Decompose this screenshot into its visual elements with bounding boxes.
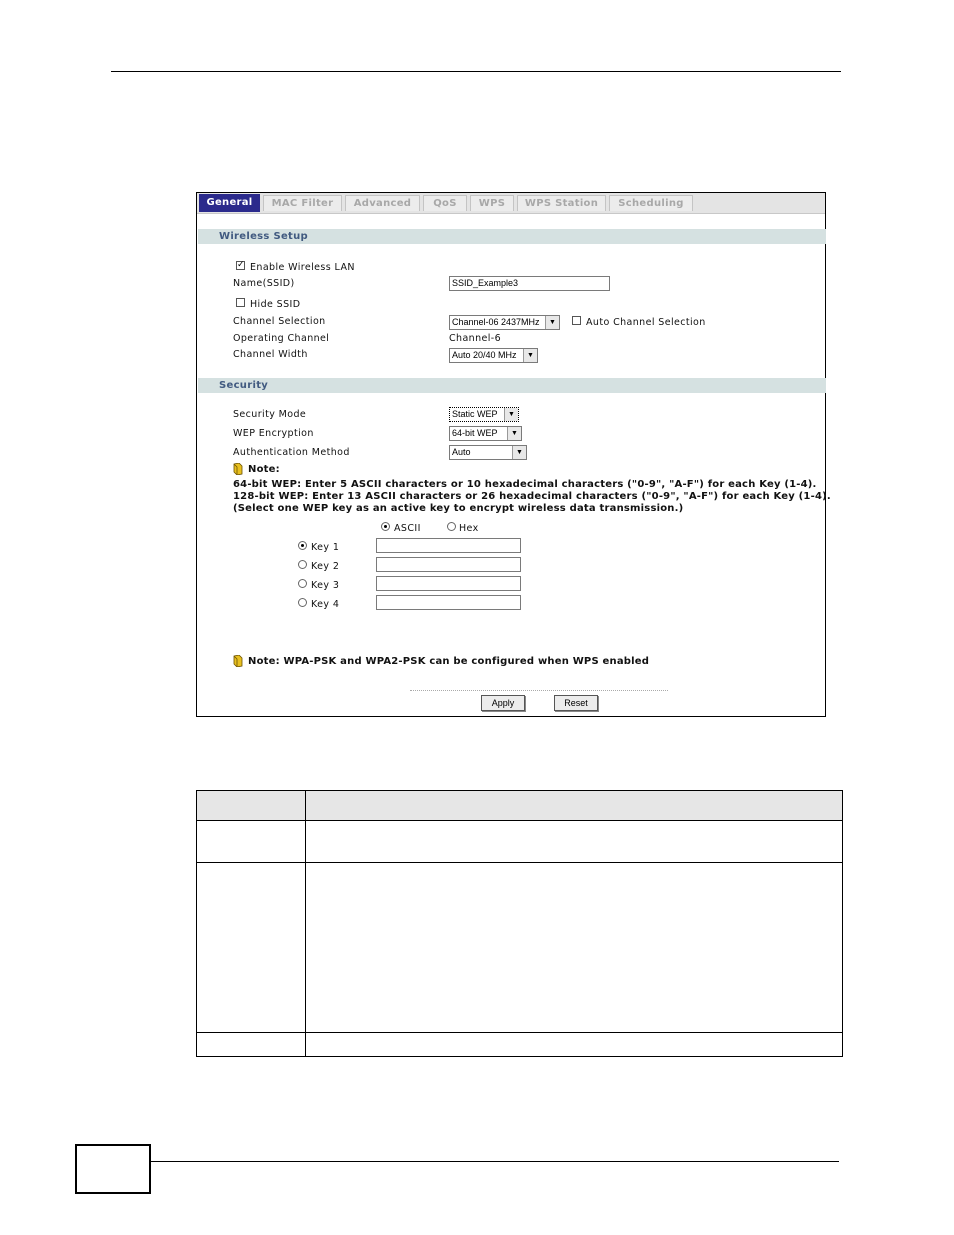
- tab-mac-filter[interactable]: MAC Filter: [263, 195, 342, 211]
- key-2-label: Key 2: [311, 561, 340, 572]
- operating-channel-label: Operating Channel: [233, 333, 330, 344]
- table-row: [305, 1032, 843, 1057]
- security-mode-dropdown[interactable]: [449, 407, 519, 422]
- note-icon: [233, 655, 243, 667]
- ascii-radio[interactable]: [381, 522, 390, 531]
- wep-encryption-dropdown[interactable]: [449, 426, 522, 441]
- key-3-radio[interactable]: [298, 579, 307, 588]
- tab-general[interactable]: General: [199, 194, 260, 212]
- table-row: [196, 1032, 306, 1057]
- chevron-down-icon: ▼: [545, 316, 559, 329]
- apply-button[interactable]: Apply: [481, 695, 525, 711]
- enable-wireless-checkbox[interactable]: ✓: [237, 260, 245, 270]
- note-icon: [233, 463, 243, 475]
- table-header-description: [305, 790, 843, 821]
- hide-ssid-checkbox[interactable]: [236, 298, 245, 307]
- auto-channel-checkbox[interactable]: [572, 316, 581, 325]
- tab-scheduling[interactable]: Scheduling: [609, 195, 693, 211]
- table-header-label: [196, 790, 306, 821]
- wep-encryption-value: 64-bit WEP: [452, 428, 498, 438]
- operating-channel-value: Channel-6: [449, 333, 502, 344]
- button-divider: [410, 690, 668, 691]
- channel-selection-dropdown[interactable]: [449, 315, 560, 330]
- key-3-label: Key 3: [311, 580, 340, 591]
- note-label: Note:: [248, 464, 280, 475]
- tab-qos[interactable]: QoS: [423, 195, 467, 211]
- security-mode-value: Static WEP: [452, 409, 498, 419]
- key-1-input[interactable]: [376, 538, 521, 553]
- enable-wireless-label: Enable Wireless LAN: [250, 262, 355, 273]
- key-4-label: Key 4: [311, 599, 340, 610]
- note-line-2: 128-bit WEP: Enter 13 ASCII characters or 26 hexadecimal characters ("0-9", "A-F") for each Key (1-4).: [233, 491, 831, 502]
- tab-advanced[interactable]: Advanced: [345, 195, 420, 211]
- header-rule: [111, 71, 841, 72]
- key-1-radio[interactable]: [298, 541, 307, 550]
- chevron-down-icon: ▼: [504, 408, 518, 421]
- channel-width-label: Channel Width: [233, 349, 308, 360]
- channel-selection-value: Channel-06 2437MHz: [452, 317, 540, 327]
- note-line-1: 64-bit WEP: Enter 5 ASCII characters or 10 hexadecimal characters ("0-9", "A-F") for each Key (1-4).: [233, 479, 817, 490]
- hex-label: Hex: [459, 523, 479, 534]
- section-security: Security: [198, 378, 826, 393]
- ascii-label: ASCII: [394, 523, 421, 534]
- channel-selection-label: Channel Selection: [233, 316, 326, 327]
- channel-width-value: Auto 20/40 MHz: [452, 350, 517, 360]
- table-row: [305, 820, 843, 863]
- auth-method-label: Authentication Method: [233, 447, 350, 458]
- tab-wps[interactable]: WPS: [470, 195, 514, 211]
- auth-method-value: Auto: [452, 447, 471, 457]
- tab-wps-station[interactable]: WPS Station: [517, 195, 606, 211]
- ssid-label: Name(SSID): [233, 278, 295, 289]
- key-1-label: Key 1: [311, 542, 340, 553]
- screenshot-frame: [196, 192, 831, 717]
- chevron-down-icon: ▼: [523, 349, 537, 362]
- section-wireless-setup: Wireless Setup: [198, 229, 826, 244]
- ssid-input[interactable]: SSID_Example3: [449, 276, 610, 291]
- chevron-down-icon: ▼: [512, 446, 526, 459]
- tab-bar: [197, 193, 825, 214]
- chevron-down-icon: ▼: [507, 427, 521, 440]
- hide-ssid-label: Hide SSID: [250, 299, 301, 310]
- wps-note: Note: WPA-PSK and WPA2-PSK can be configured when WPS enabled: [248, 656, 650, 667]
- hex-radio[interactable]: [447, 522, 456, 531]
- footer-rule: [151, 1161, 839, 1162]
- wep-encryption-label: WEP Encryption: [233, 428, 314, 439]
- key-4-input[interactable]: [376, 595, 521, 610]
- key-3-input[interactable]: [376, 576, 521, 591]
- note-line-3: (Select one WEP key as an active key to encrypt wireless data transmission.): [233, 503, 684, 514]
- security-mode-label: Security Mode: [233, 409, 307, 420]
- auth-method-dropdown[interactable]: [449, 445, 527, 460]
- reset-button[interactable]: Reset: [554, 695, 598, 711]
- key-2-input[interactable]: [376, 557, 521, 572]
- key-4-radio[interactable]: [298, 598, 307, 607]
- table-row: [196, 820, 306, 863]
- table-row: [305, 862, 843, 1033]
- key-2-radio[interactable]: [298, 560, 307, 569]
- auto-channel-label: Auto Channel Selection: [586, 317, 706, 328]
- channel-width-dropdown[interactable]: [449, 348, 538, 363]
- table-row: [196, 862, 306, 1033]
- page-number-box: [75, 1144, 151, 1194]
